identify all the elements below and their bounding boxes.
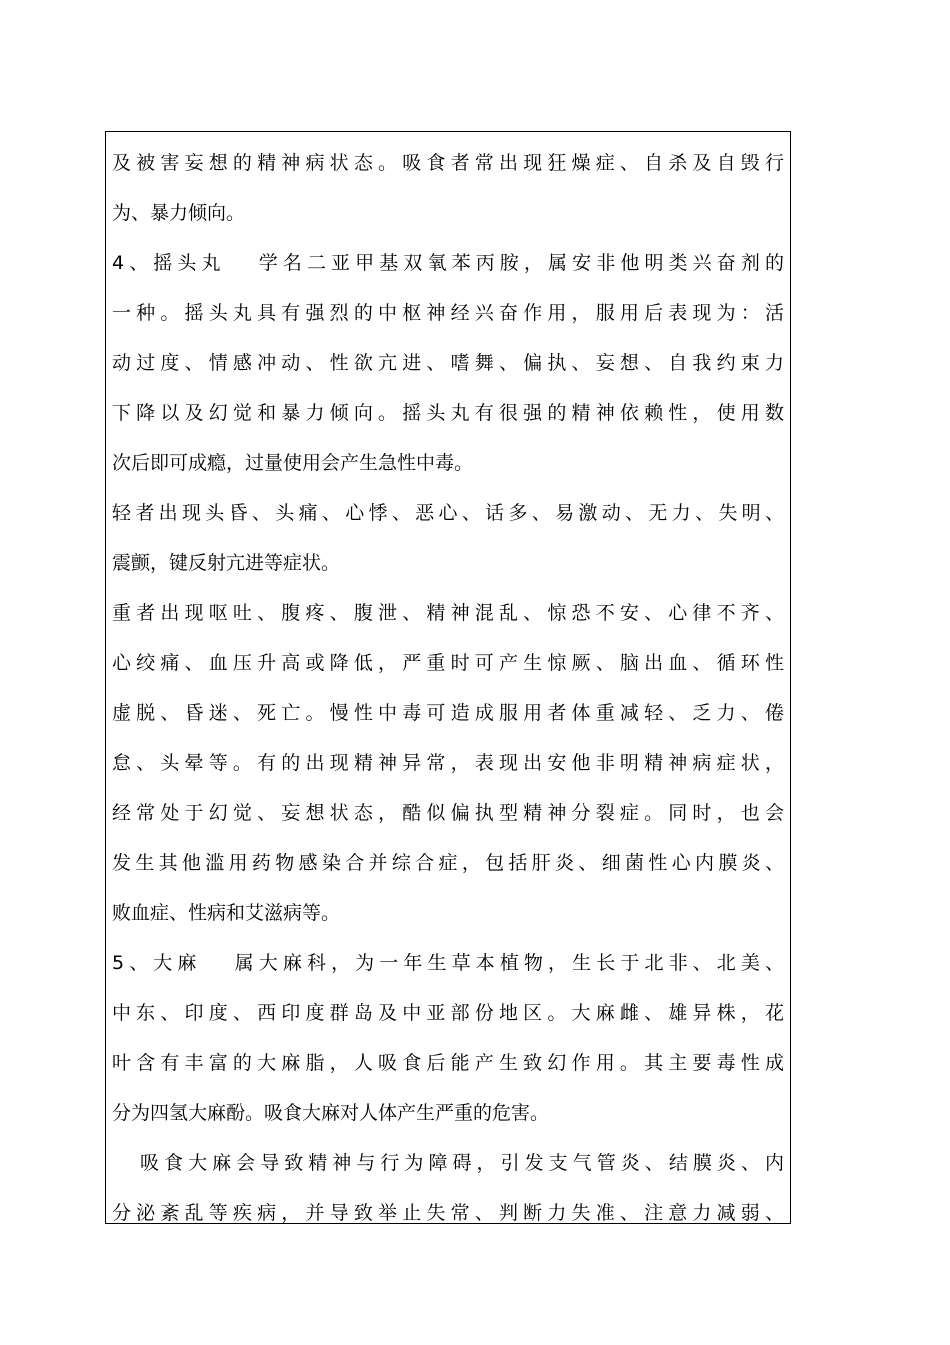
text-line: 吸食大麻会导致精神与行为障碍，引发支气管炎、结膜炎、内 <box>140 1152 784 1174</box>
section-heading-cannabis: 5、大麻 <box>112 952 202 974</box>
section-heading-line <box>112 238 784 288</box>
text-line: 分为四氢大麻酚。吸食大麻对人体产生严重的危害。 <box>112 1102 550 1124</box>
text-line: 下降以及幻觉和暴力倾向。摇头丸有很强的精神依赖性，使用数 <box>112 402 784 424</box>
section-heading-line <box>112 938 784 988</box>
text-line: 叶含有丰富的大麻脂，人吸食后能产生致幻作用。其主要毒性成 <box>112 1052 784 1074</box>
text-line-segment: 属大麻科，为一年生草本植物，生长于北非、北美、 <box>229 952 784 974</box>
text-line: 重者出现呕吐、腹疼、腹泄、精神混乱、惊恐不安、心律不齐、 <box>112 602 784 624</box>
text-line: 轻者出现头昏、头痛、心悸、恶心、话多、易激动、无力、失明、 <box>112 502 784 524</box>
document-body <box>112 138 784 1224</box>
text-line-segment: 学名二亚甲基双氧苯丙胺，属安非他明类兴奋剂的 <box>253 252 784 274</box>
text-line: 为、暴力倾向。 <box>112 202 246 224</box>
text-line: 败血症、性病和艾滋病等。 <box>112 902 341 924</box>
text-line: 虚脱、昏迷、死亡。慢性中毒可造成服用者体重减轻、乏力、倦 <box>112 702 784 724</box>
text-line: 次后即可成瘾，过量使用会产生急性中毒。 <box>112 452 474 474</box>
text-line: 经常处于幻觉、妄想状态，酷似偏执型精神分裂症。同时，也会 <box>112 802 784 824</box>
text-line: 震颤，键反射亢进等症状。 <box>112 552 341 574</box>
text-line: 中东、印度、西印度群岛及中亚部份地区。大麻雌、雄异株，花 <box>112 1002 784 1024</box>
section-heading-ecstasy: 4、摇头丸 <box>112 252 226 274</box>
text-line: 一种。摇头丸具有强烈的中枢神经兴奋作用，服用后表现为：活 <box>112 302 784 324</box>
text-line: 心绞痛、血压升高或降低，严重时可产生惊厥、脑出血、循环性 <box>112 652 784 674</box>
text-line: 及被害妄想的精神病状态。吸食者常出现狂燥症、自杀及自毁行 <box>112 152 784 174</box>
text-line: 怠、头晕等。有的出现精神异常，表现出安他非明精神病症状， <box>112 752 784 774</box>
text-line: 动过度、情感冲动、性欲亢进、嗜舞、偏执、妄想、自我约束力 <box>112 352 784 374</box>
text-line: 发生其他滥用药物感染合并综合症，包括肝炎、细菌性心内膜炎、 <box>112 852 784 874</box>
text-line: 分泌紊乱等疾病，并导致举止失常、判断力失准、注意力减弱、 <box>112 1202 784 1224</box>
document-frame <box>105 131 791 1224</box>
